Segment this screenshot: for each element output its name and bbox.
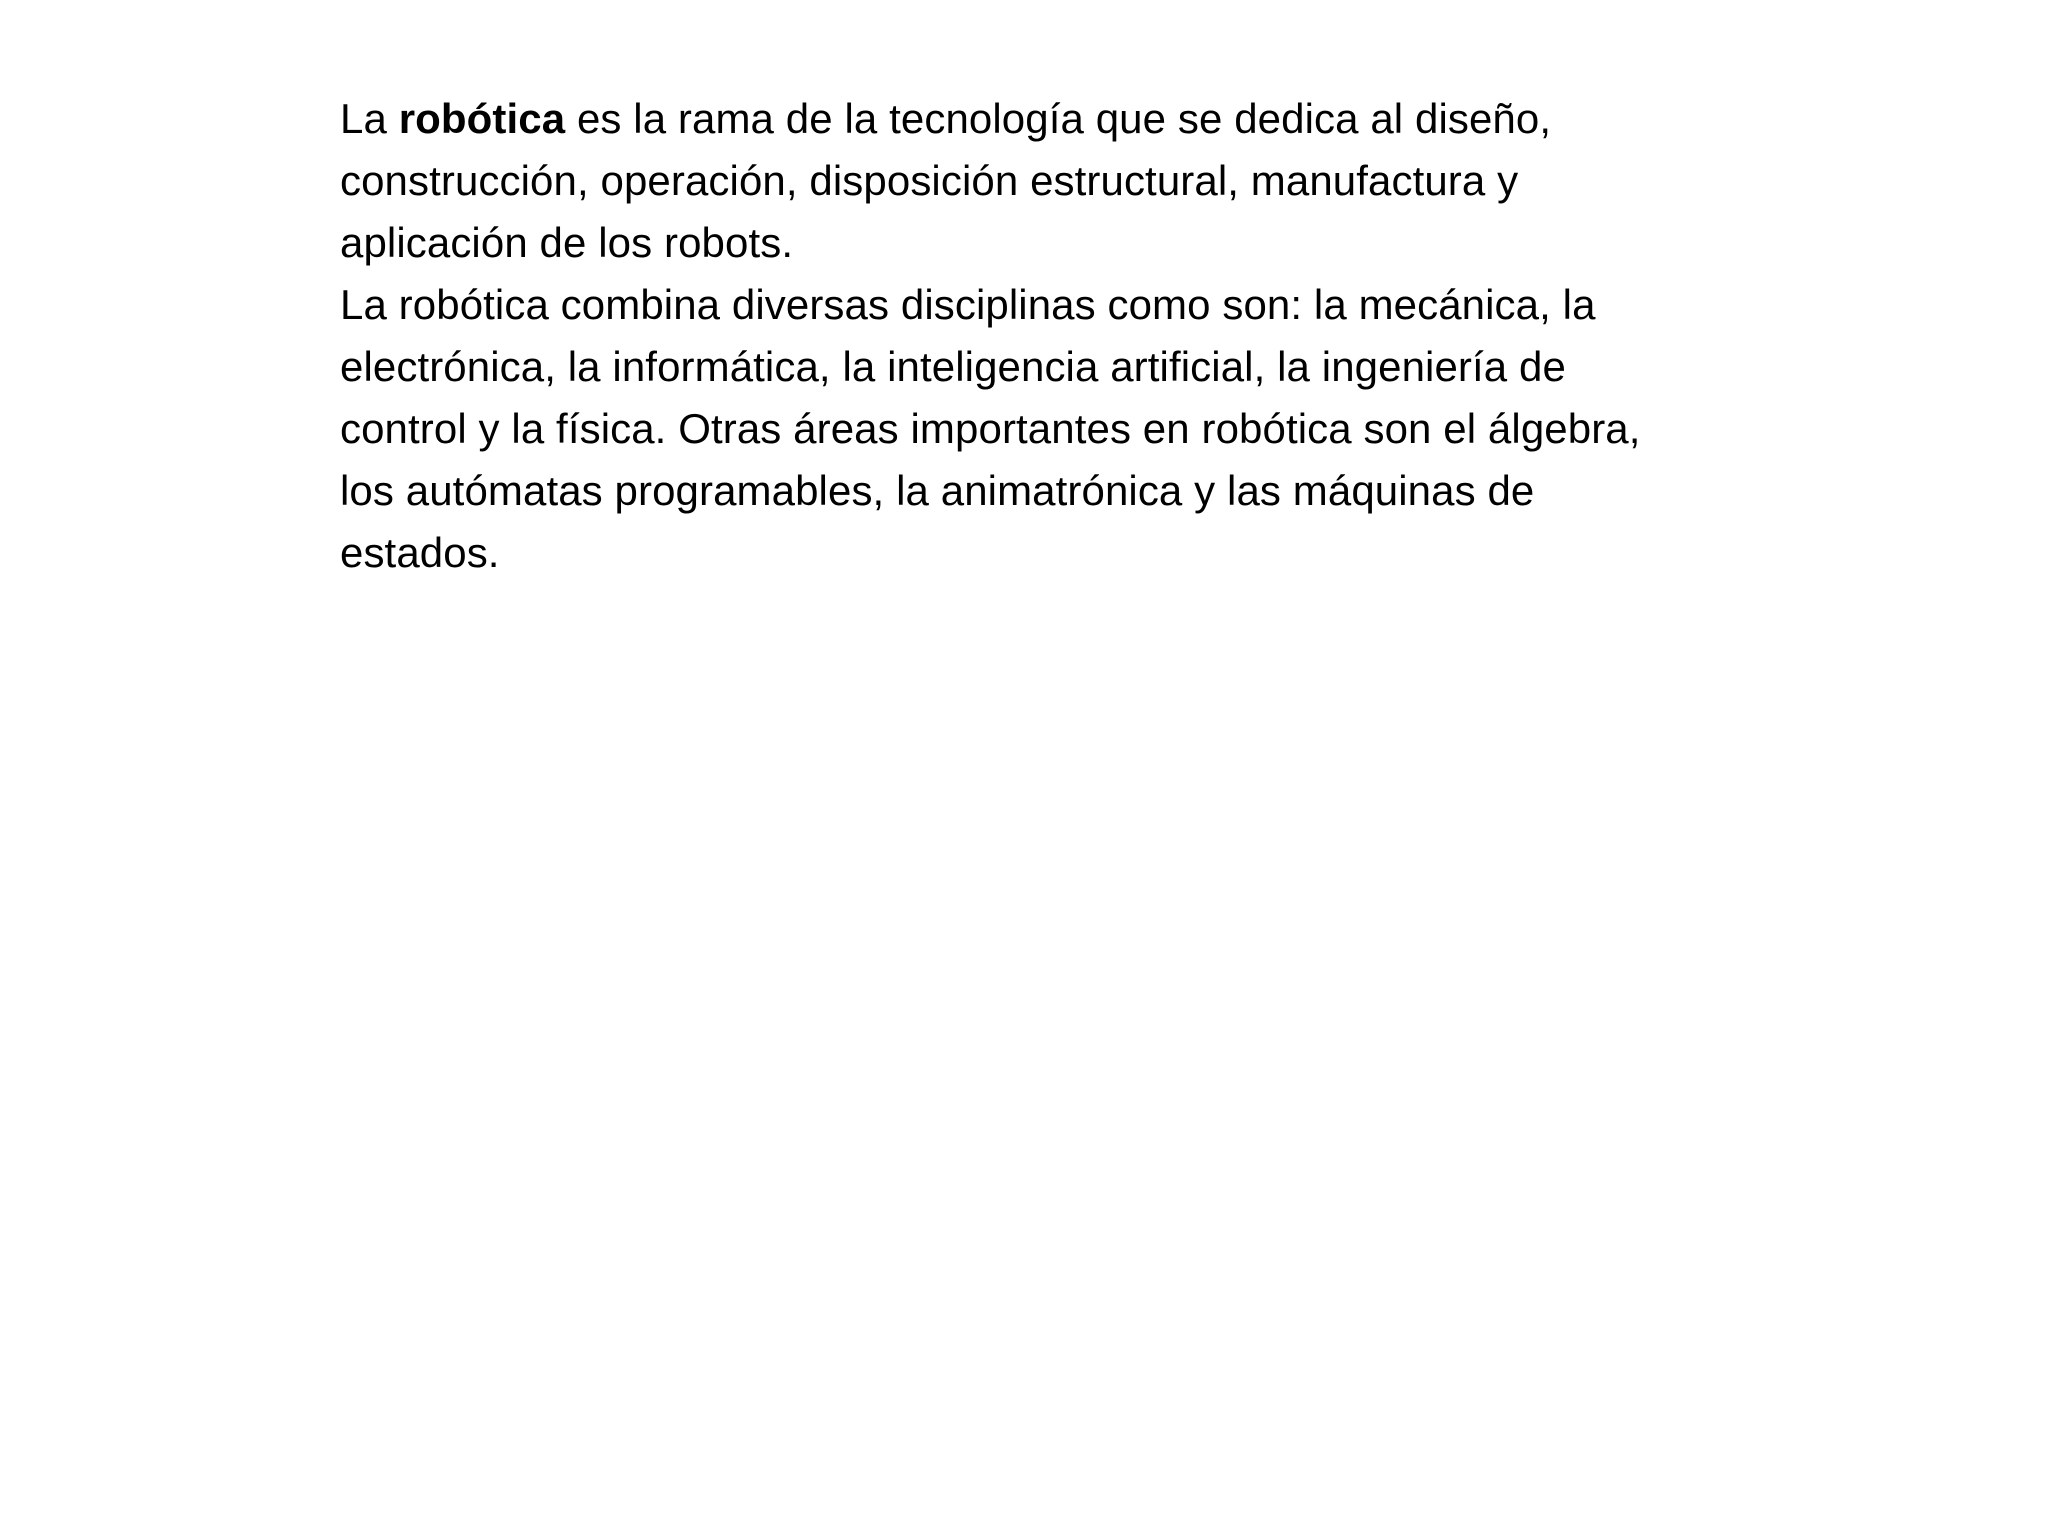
paragraph-2-line-1: La robótica combina diversas disciplinas como son: la mecánica, la [340,281,1596,328]
paragraph-1-line-2: construcción, operación, disposición estructural, manufactura y [340,157,1519,204]
paragraph-2-line-2: electrónica, la informática, la inteligencia artificial, la ingeniería de [340,343,1566,390]
text-segment: La [340,95,399,142]
paragraph-1-line-3: aplicación de los robots. [340,219,794,266]
paragraph-2-line-3: control y la física. Otras áreas importantes en robótica son el álgebra, [340,405,1641,452]
paragraph-1-line-1 [340,88,1820,150]
bold-term-robotica: robótica [398,95,566,142]
body-text [340,88,1820,584]
paragraph-2-line-4: los autómatas programables, la animatrónica y las máquinas de [340,467,1535,514]
text-segment: es la rama de la tecnología que se dedica al diseño, [565,95,1552,142]
paragraph-2-line-5: estados. [340,529,500,576]
